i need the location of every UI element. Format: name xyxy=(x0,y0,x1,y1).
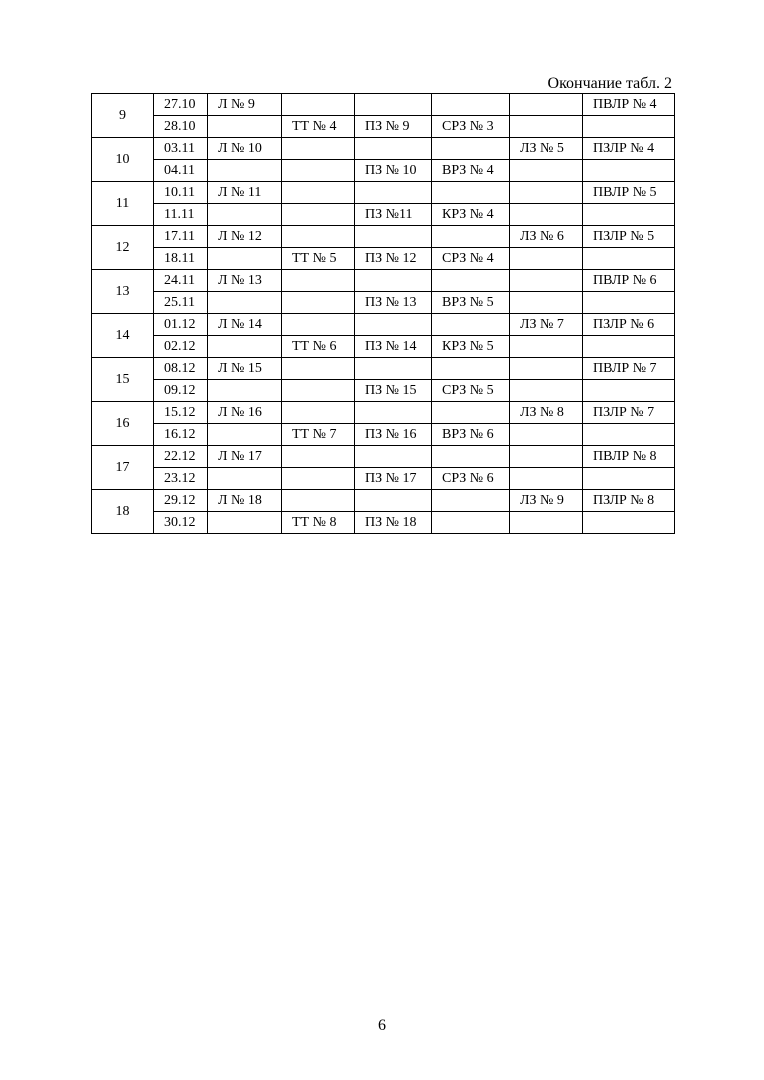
task-cell xyxy=(432,490,510,512)
practice-cell: ПЗ № 18 xyxy=(355,512,432,534)
test-cell xyxy=(282,468,355,490)
lab-report-cell: ПВЛР № 4 xyxy=(583,94,675,116)
table-row xyxy=(92,468,675,490)
lab-report-cell xyxy=(583,380,675,402)
task-cell: ВРЗ № 6 xyxy=(432,424,510,446)
lecture-cell: Л № 16 xyxy=(208,402,282,424)
task-cell: КРЗ № 5 xyxy=(432,336,510,358)
test-cell xyxy=(282,160,355,182)
lab-cell xyxy=(510,380,583,402)
practice-cell: ПЗ № 10 xyxy=(355,160,432,182)
table-row xyxy=(92,160,675,182)
table-row xyxy=(92,380,675,402)
lab-cell xyxy=(510,94,583,116)
lab-cell xyxy=(510,182,583,204)
lecture-cell: Л № 15 xyxy=(208,358,282,380)
date-cell: 09.12 xyxy=(154,380,208,402)
lab-report-cell: ПЗЛР № 8 xyxy=(583,490,675,512)
task-cell xyxy=(432,138,510,160)
table-row xyxy=(92,446,675,468)
date-cell: 03.11 xyxy=(154,138,208,160)
lecture-cell: Л № 14 xyxy=(208,314,282,336)
lab-cell: ЛЗ № 7 xyxy=(510,314,583,336)
lab-report-cell: ПЗЛР № 7 xyxy=(583,402,675,424)
task-cell: ВРЗ № 4 xyxy=(432,160,510,182)
lecture-cell xyxy=(208,292,282,314)
date-cell: 29.12 xyxy=(154,490,208,512)
week-number-cell: 11 xyxy=(92,182,154,226)
lab-cell xyxy=(510,292,583,314)
week-number-cell: 14 xyxy=(92,314,154,358)
lab-report-cell: ПВЛР № 5 xyxy=(583,182,675,204)
date-cell: 30.12 xyxy=(154,512,208,534)
lecture-cell: Л № 13 xyxy=(208,270,282,292)
lecture-cell xyxy=(208,468,282,490)
test-cell xyxy=(282,380,355,402)
lecture-cell: Л № 17 xyxy=(208,446,282,468)
week-number-cell: 15 xyxy=(92,358,154,402)
lab-report-cell: ПВЛР № 8 xyxy=(583,446,675,468)
practice-cell xyxy=(355,358,432,380)
practice-cell xyxy=(355,490,432,512)
table-row xyxy=(92,314,675,336)
lab-cell xyxy=(510,468,583,490)
date-cell: 18.11 xyxy=(154,248,208,270)
date-cell: 04.11 xyxy=(154,160,208,182)
date-cell: 11.11 xyxy=(154,204,208,226)
practice-cell: ПЗ № 15 xyxy=(355,380,432,402)
table-row xyxy=(92,204,675,226)
test-cell xyxy=(282,490,355,512)
table-row xyxy=(92,116,675,138)
task-cell xyxy=(432,226,510,248)
lecture-cell xyxy=(208,512,282,534)
task-cell xyxy=(432,358,510,380)
lab-report-cell: ПВЛР № 7 xyxy=(583,358,675,380)
lab-cell xyxy=(510,358,583,380)
lab-report-cell xyxy=(583,292,675,314)
test-cell xyxy=(282,446,355,468)
week-number-cell: 17 xyxy=(92,446,154,490)
table-row xyxy=(92,226,675,248)
practice-cell: ПЗ № 13 xyxy=(355,292,432,314)
test-cell: ТТ № 6 xyxy=(282,336,355,358)
date-cell: 10.11 xyxy=(154,182,208,204)
task-cell xyxy=(432,94,510,116)
table-row xyxy=(92,336,675,358)
practice-cell: ПЗ №11 xyxy=(355,204,432,226)
table-row xyxy=(92,248,675,270)
task-cell: СРЗ № 6 xyxy=(432,468,510,490)
test-cell xyxy=(282,94,355,116)
task-cell xyxy=(432,182,510,204)
lecture-cell: Л № 12 xyxy=(208,226,282,248)
lab-cell xyxy=(510,446,583,468)
date-cell: 28.10 xyxy=(154,116,208,138)
lecture-cell: Л № 9 xyxy=(208,94,282,116)
lab-report-cell xyxy=(583,116,675,138)
test-cell xyxy=(282,226,355,248)
week-number-cell: 9 xyxy=(92,94,154,138)
date-cell: 15.12 xyxy=(154,402,208,424)
table-row xyxy=(92,402,675,424)
practice-cell: ПЗ № 16 xyxy=(355,424,432,446)
test-cell xyxy=(282,358,355,380)
week-number-cell: 13 xyxy=(92,270,154,314)
date-cell: 25.11 xyxy=(154,292,208,314)
table-caption: Окончание табл. 2 xyxy=(547,75,672,92)
date-cell: 17.11 xyxy=(154,226,208,248)
task-cell: ВРЗ № 5 xyxy=(432,292,510,314)
lab-report-cell xyxy=(583,424,675,446)
lab-report-cell: ПВЛР № 6 xyxy=(583,270,675,292)
week-number-cell: 12 xyxy=(92,226,154,270)
practice-cell xyxy=(355,94,432,116)
test-cell: ТТ № 4 xyxy=(282,116,355,138)
week-number-cell: 10 xyxy=(92,138,154,182)
task-cell xyxy=(432,446,510,468)
lab-cell: ЛЗ № 6 xyxy=(510,226,583,248)
date-cell: 01.12 xyxy=(154,314,208,336)
lab-report-cell xyxy=(583,336,675,358)
date-cell: 16.12 xyxy=(154,424,208,446)
lab-cell xyxy=(510,336,583,358)
lab-cell xyxy=(510,248,583,270)
task-cell: СРЗ № 4 xyxy=(432,248,510,270)
lab-cell xyxy=(510,512,583,534)
lab-cell xyxy=(510,116,583,138)
lab-cell: ЛЗ № 5 xyxy=(510,138,583,160)
date-cell: 24.11 xyxy=(154,270,208,292)
practice-cell xyxy=(355,138,432,160)
lecture-cell xyxy=(208,380,282,402)
practice-cell: ПЗ № 17 xyxy=(355,468,432,490)
practice-cell: ПЗ № 9 xyxy=(355,116,432,138)
test-cell xyxy=(282,182,355,204)
table-row xyxy=(92,512,675,534)
table-row xyxy=(92,182,675,204)
lab-report-cell: ПЗЛР № 6 xyxy=(583,314,675,336)
lecture-cell xyxy=(208,116,282,138)
date-cell: 02.12 xyxy=(154,336,208,358)
lab-cell xyxy=(510,270,583,292)
task-cell: СРЗ № 5 xyxy=(432,380,510,402)
test-cell: ТТ № 8 xyxy=(282,512,355,534)
test-cell xyxy=(282,402,355,424)
lecture-cell: Л № 10 xyxy=(208,138,282,160)
test-cell xyxy=(282,204,355,226)
date-cell: 08.12 xyxy=(154,358,208,380)
test-cell xyxy=(282,270,355,292)
practice-cell xyxy=(355,446,432,468)
table-row xyxy=(92,138,675,160)
lab-report-cell xyxy=(583,248,675,270)
practice-cell xyxy=(355,402,432,424)
table-row xyxy=(92,292,675,314)
task-cell: КРЗ № 4 xyxy=(432,204,510,226)
practice-cell: ПЗ № 14 xyxy=(355,336,432,358)
practice-cell xyxy=(355,182,432,204)
lecture-cell xyxy=(208,424,282,446)
practice-cell: ПЗ № 12 xyxy=(355,248,432,270)
practice-cell xyxy=(355,314,432,336)
schedule-table xyxy=(91,93,675,534)
lab-cell xyxy=(510,160,583,182)
table-row xyxy=(92,358,675,380)
lecture-cell xyxy=(208,204,282,226)
lecture-cell xyxy=(208,248,282,270)
date-cell: 27.10 xyxy=(154,94,208,116)
test-cell xyxy=(282,314,355,336)
date-cell: 23.12 xyxy=(154,468,208,490)
test-cell: ТТ № 5 xyxy=(282,248,355,270)
lab-cell xyxy=(510,424,583,446)
lecture-cell: Л № 18 xyxy=(208,490,282,512)
task-cell xyxy=(432,402,510,424)
task-cell xyxy=(432,270,510,292)
lab-cell: ЛЗ № 9 xyxy=(510,490,583,512)
lecture-cell xyxy=(208,160,282,182)
lab-report-cell: ПЗЛР № 4 xyxy=(583,138,675,160)
lecture-cell xyxy=(208,336,282,358)
table-row xyxy=(92,94,675,116)
test-cell xyxy=(282,138,355,160)
lab-report-cell xyxy=(583,204,675,226)
page-number: 6 xyxy=(378,1017,386,1034)
lab-cell: ЛЗ № 8 xyxy=(510,402,583,424)
task-cell xyxy=(432,512,510,534)
lab-report-cell xyxy=(583,468,675,490)
week-number-cell: 18 xyxy=(92,490,154,534)
table-row xyxy=(92,424,675,446)
schedule-body xyxy=(92,94,675,534)
task-cell: СРЗ № 3 xyxy=(432,116,510,138)
lecture-cell: Л № 11 xyxy=(208,182,282,204)
lab-report-cell xyxy=(583,160,675,182)
week-number-cell: 16 xyxy=(92,402,154,446)
test-cell: ТТ № 7 xyxy=(282,424,355,446)
table-row xyxy=(92,490,675,512)
test-cell xyxy=(282,292,355,314)
practice-cell xyxy=(355,226,432,248)
table-row xyxy=(92,270,675,292)
date-cell: 22.12 xyxy=(154,446,208,468)
lab-cell xyxy=(510,204,583,226)
practice-cell xyxy=(355,270,432,292)
lab-report-cell xyxy=(583,512,675,534)
task-cell xyxy=(432,314,510,336)
lab-report-cell: ПЗЛР № 5 xyxy=(583,226,675,248)
